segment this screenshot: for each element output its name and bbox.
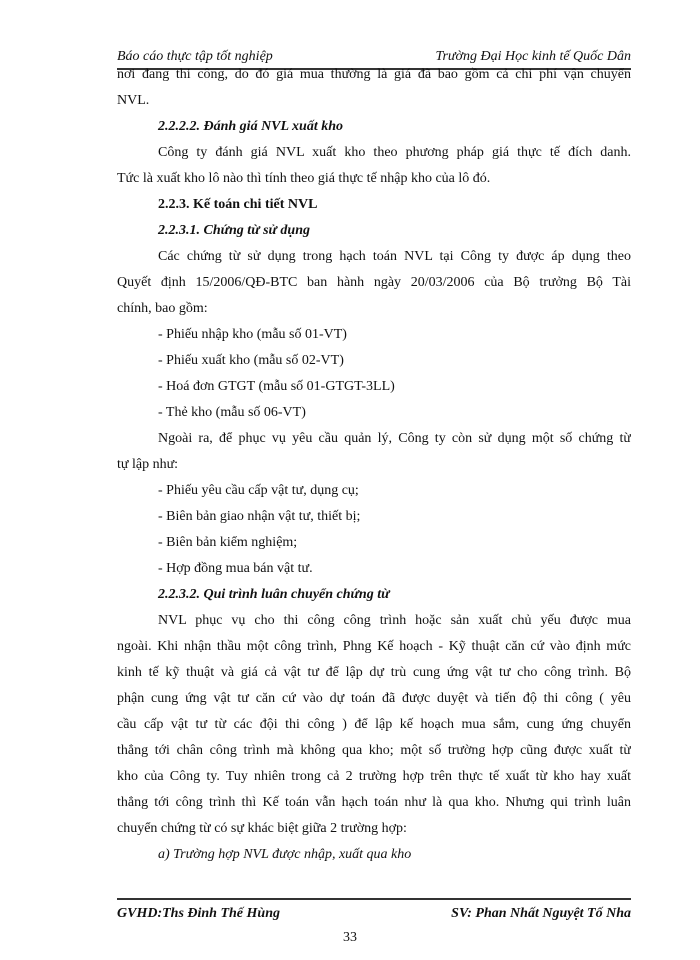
paragraph-line: thẳng tới công trình thì Kế toán vẫn hạch toán như là qua kho. Nhưng qui trình luân xyxy=(117,795,631,810)
paragraph-line: chuyển chứng từ có sự khác biệt giữa 2 trường hợp: xyxy=(117,821,407,836)
section-heading: 2.2.3.1. Chứng từ sử dụng xyxy=(158,223,310,238)
list-item: - Biên bản kiểm nghiệm; xyxy=(158,535,298,550)
paragraph-line: Tức là xuất kho lô nào thì tính theo giá thực tế nhập kho của lô đó. xyxy=(117,171,491,186)
paragraph-line: Công ty đánh giá NVL xuất kho theo phương pháp giá thực tế đích danh. xyxy=(158,145,631,160)
list-item: - Thẻ kho (mẫu số 06-VT) xyxy=(158,405,306,420)
header-left: Báo cáo thực tập tốt nghiệp xyxy=(117,49,273,64)
section-heading: 2.2.3.2. Qui trình luân chuyển chứng từ xyxy=(158,587,390,602)
paragraph-line: Ngoài ra, để phục vụ yêu cầu quản lý, Công ty còn sử dụng một số chứng từ xyxy=(158,431,631,446)
paragraph-line: ngoài. Khi nhận thầu một công trình, Phng Kế hoạch - Kỹ thuật căn cứ vào định mức xyxy=(117,639,631,654)
list-item: - Hợp đồng mua bán vật tư. xyxy=(158,561,313,576)
list-item: - Phiếu yêu cầu cấp vật tư, dụng cụ; xyxy=(158,483,359,498)
paragraph-line: phận cung ứng vật tư căn cứ vào dự toán đã được duyệt và tiến độ thi công ( yêu xyxy=(117,691,631,706)
list-item: - Phiếu xuất kho (mẫu số 02-VT) xyxy=(158,353,344,368)
paragraph-line: nơi đang thi công, do đó giá mua thường là giá đã bao gồm cả chi phí vận chuyển xyxy=(117,67,631,82)
subsection-label: a) Trường hợp NVL được nhập, xuất qua kho xyxy=(158,847,412,862)
section-heading: 2.2.2.2. Đánh giá NVL xuất kho xyxy=(158,119,344,134)
paragraph-line: kho của Công ty. Tuy nhiên trong cả 2 trường hợp trên thực tế xuất từ kho hay xuất xyxy=(117,769,631,784)
list-item: - Phiếu nhập kho (mẫu số 01-VT) xyxy=(158,327,347,342)
paragraph-line: Quyết định 15/2006/QĐ-BTC ban hành ngày 20/03/2006 của Bộ trưởng Bộ Tài xyxy=(117,275,631,290)
paragraph-line: cầu cấp vật tư từ các đội thi công ) để lập kế hoạch mua sắm, cung ứng chuyển xyxy=(117,717,631,732)
page-footer xyxy=(117,898,631,924)
paragraph-line: tự lập như: xyxy=(117,457,179,472)
list-item: - Hoá đơn GTGT (mẫu số 01-GTGT-3LL) xyxy=(158,379,395,394)
paragraph-line: chính, bao gồm: xyxy=(117,301,208,316)
paragraph-line: thẳng tới chân công trình mà không qua kho; một số trường hợp cũng được xuất từ xyxy=(117,743,631,758)
paragraph-line: NVL phục vụ cho thi công công trình hoặc sản xuất chủ yếu được mua xyxy=(158,613,631,628)
list-item: - Biên bản giao nhận vật tư, thiết bị; xyxy=(158,509,361,524)
header-right: Trường Đại Học kinh tế Quốc Dân xyxy=(435,49,631,64)
paragraph-line: NVL. xyxy=(117,93,150,108)
footer-supervisor: GVHD:Ths Đinh Thế Hùng xyxy=(117,906,280,921)
paragraph-line: Các chứng từ sử dụng trong hạch toán NVL tại Công ty được áp dụng theo xyxy=(158,249,631,264)
section-heading: 2.2.3. Kế toán chi tiết NVL xyxy=(158,197,318,212)
paragraph-line: kinh tế kỹ thuật và giá cả vật tư để lập dự trù cung ứng vật tư cho công trình. Bộ xyxy=(117,665,631,680)
page-number: 33 xyxy=(343,930,357,945)
footer-student: SV: Phan Nhất Nguyệt Tố Nha xyxy=(451,906,631,921)
